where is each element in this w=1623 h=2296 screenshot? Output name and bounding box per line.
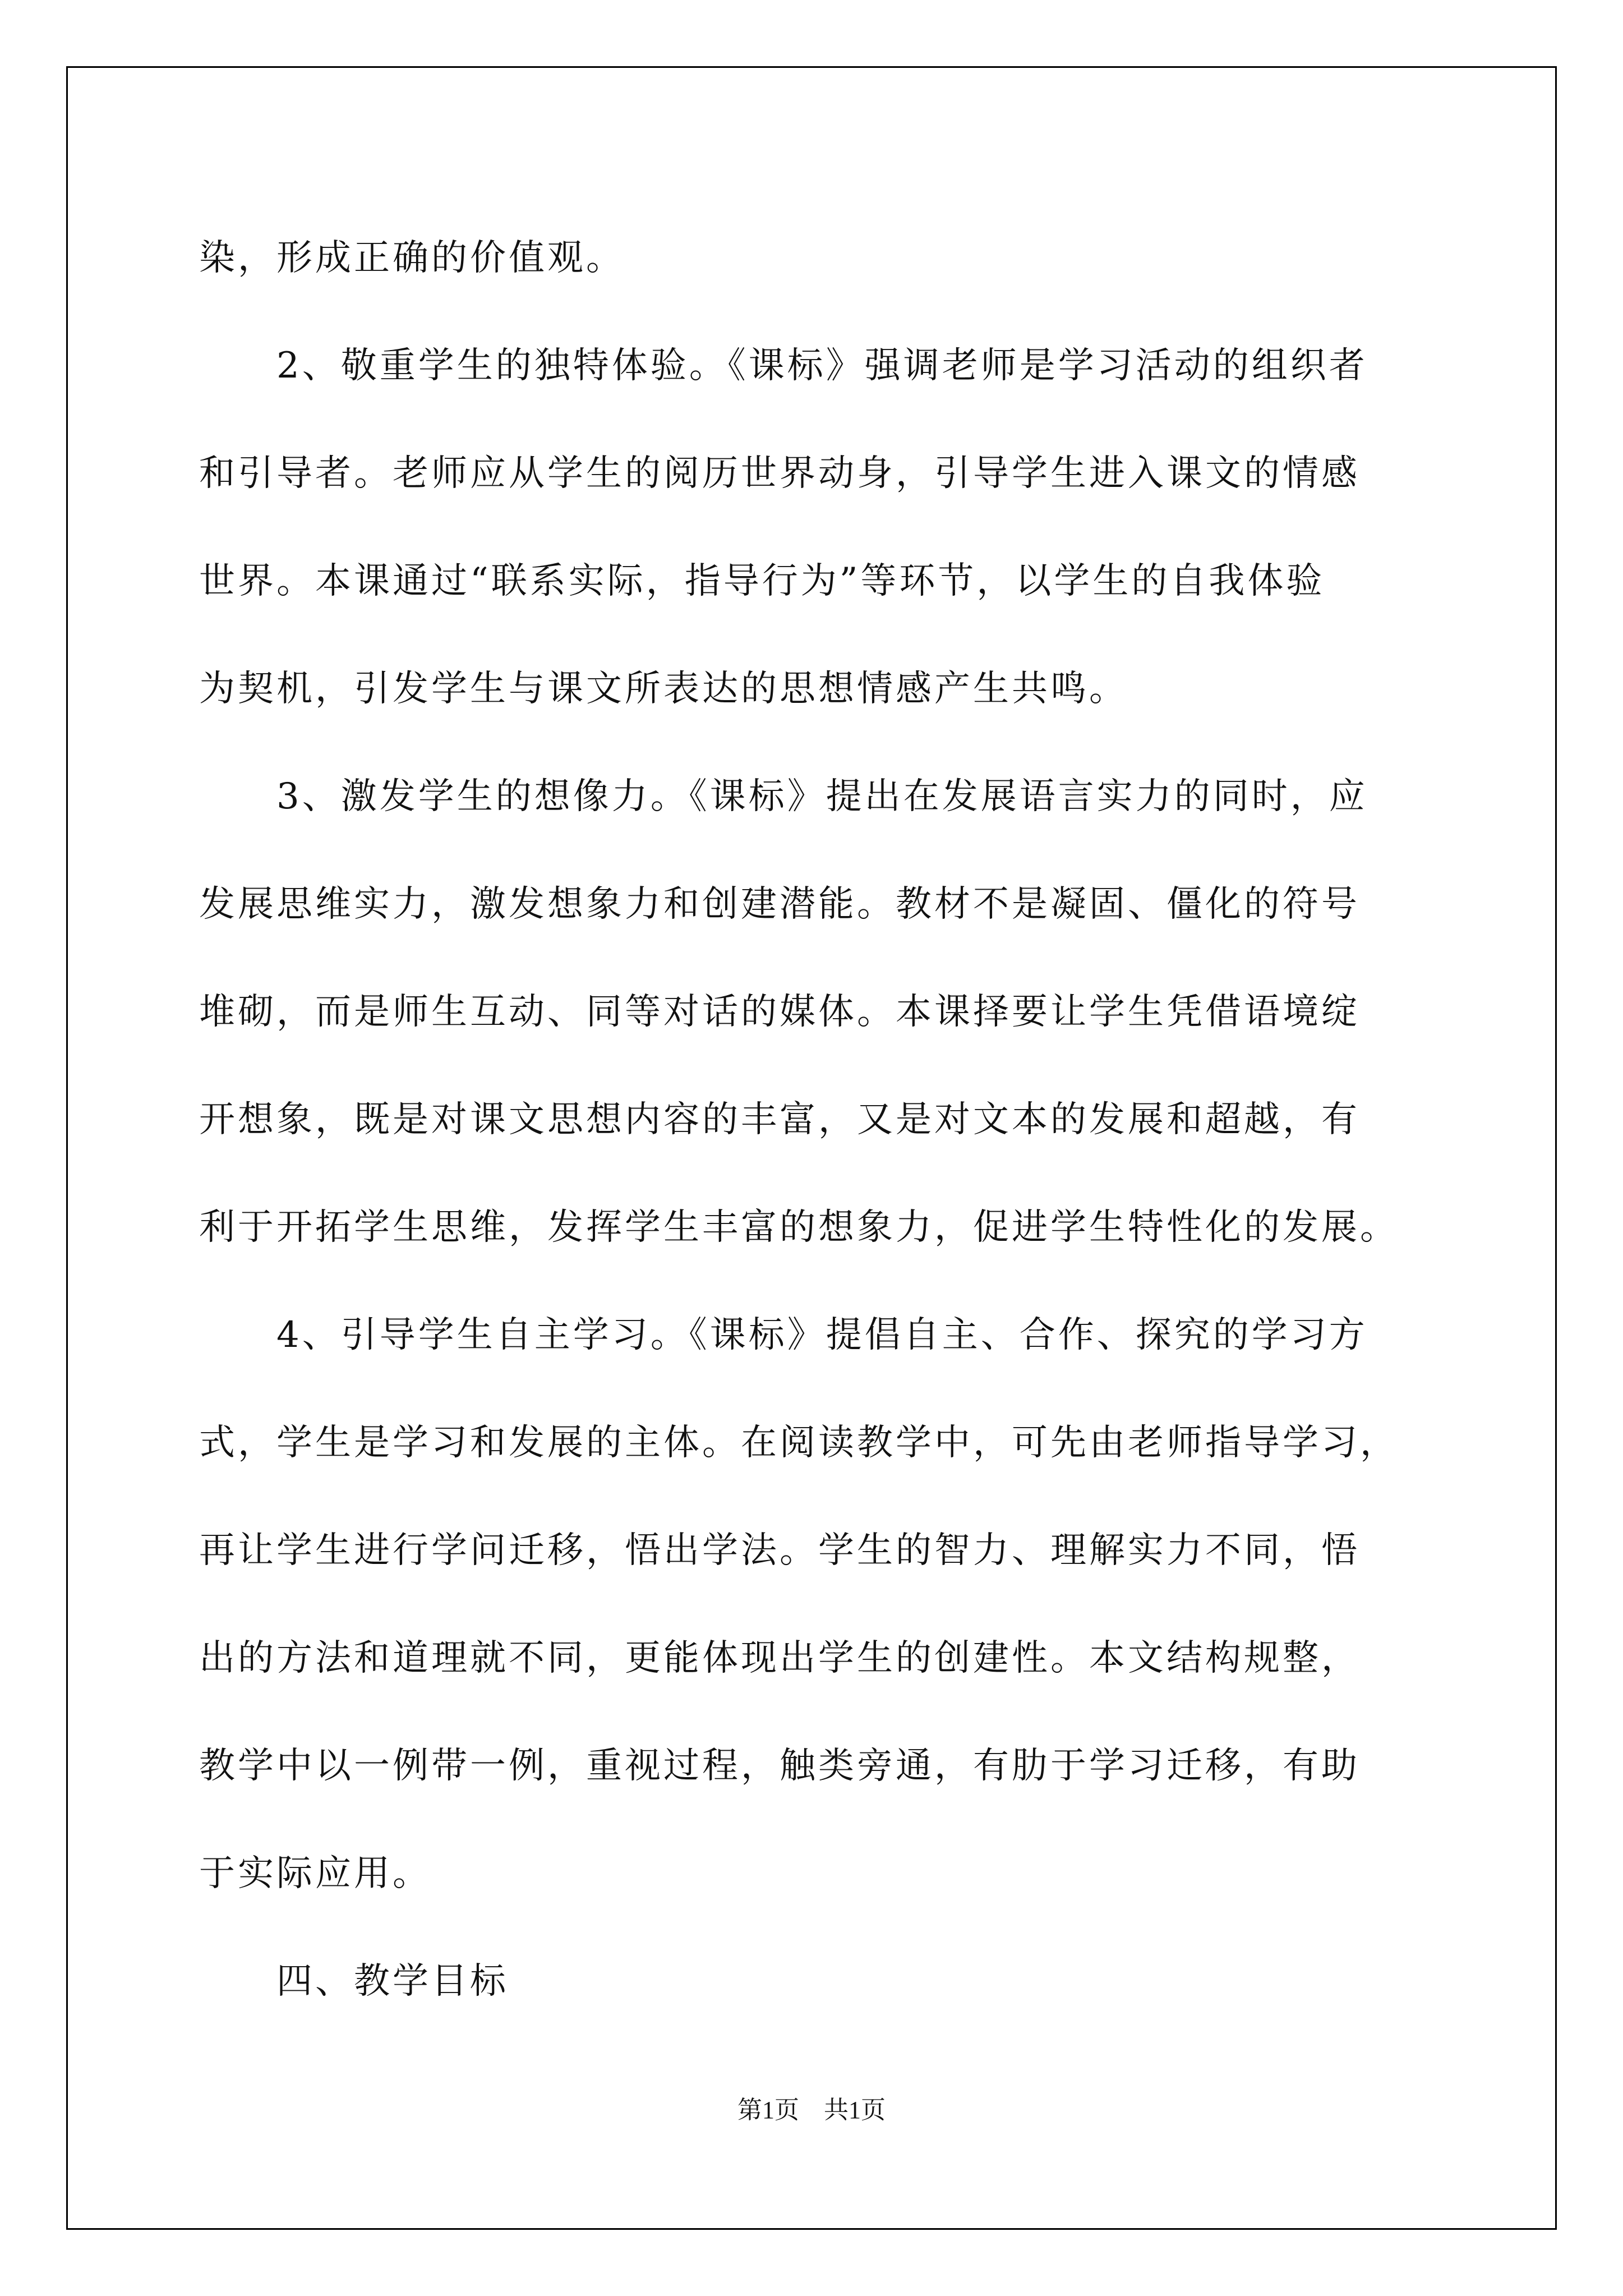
text-line: 于实际应用。 bbox=[199, 1853, 431, 1894]
text-line: 发展思维实力，激发想象力和创建潜能。教材不是凝固、僵化的符号 bbox=[199, 884, 1360, 925]
page-footer: 第1页 共1页 bbox=[737, 2096, 886, 2124]
text-line: 和引导者。老师应从学生的阅历世界动身，引导学生进入课文的情感 bbox=[199, 453, 1360, 494]
text-line: 2、敬重学生的独特体验。《课标》强调老师是学习活动的组织者 bbox=[199, 345, 1368, 386]
text-line: 式，学生是学习和发展的主体。在阅读教学中，可先由老师指导学习， bbox=[199, 1422, 1399, 1464]
text-line: 染，形成正确的价值观。 bbox=[199, 237, 625, 279]
text-line: 世界。本课通过“联系实际，指导行为”等环节，以学生的自我体验 bbox=[199, 560, 1325, 602]
text-line: 利于开拓学生思维，发挥学生丰富的想象力，促进学生特性化的发展。 bbox=[199, 1207, 1399, 1248]
text-line: 4、引导学生自主学习。《课标》提倡自主、合作、探究的学习方 bbox=[199, 1314, 1368, 1356]
text-line: 开想象，既是对课文思想内容的丰富，又是对文本的发展和超越，有 bbox=[199, 1099, 1360, 1140]
document-body bbox=[199, 204, 1433, 2035]
text-line: 堆砌，而是师生互动、同等对话的媒体。本课择要让学生凭借语境绽 bbox=[199, 991, 1360, 1033]
section-heading: 四、教学目标 bbox=[199, 1961, 509, 2002]
text-line: 3、激发学生的想像力。《课标》提出在发展语言实力的同时，应 bbox=[199, 776, 1368, 817]
text-line: 再让学生进行学问迁移，悟出学法。学生的智力、理解实力不同，悟 bbox=[199, 1530, 1360, 1571]
text-line: 教学中以一例带一例，重视过程，触类旁通，有肋于学习迁移，有助 bbox=[199, 1745, 1360, 1787]
text-line: 为契机，引发学生与课文所表达的思想情感产生共鸣。 bbox=[199, 668, 1128, 710]
text-line: 出的方法和道理就不同，更能体现出学生的创建性。本文结构规整， bbox=[199, 1637, 1360, 1679]
